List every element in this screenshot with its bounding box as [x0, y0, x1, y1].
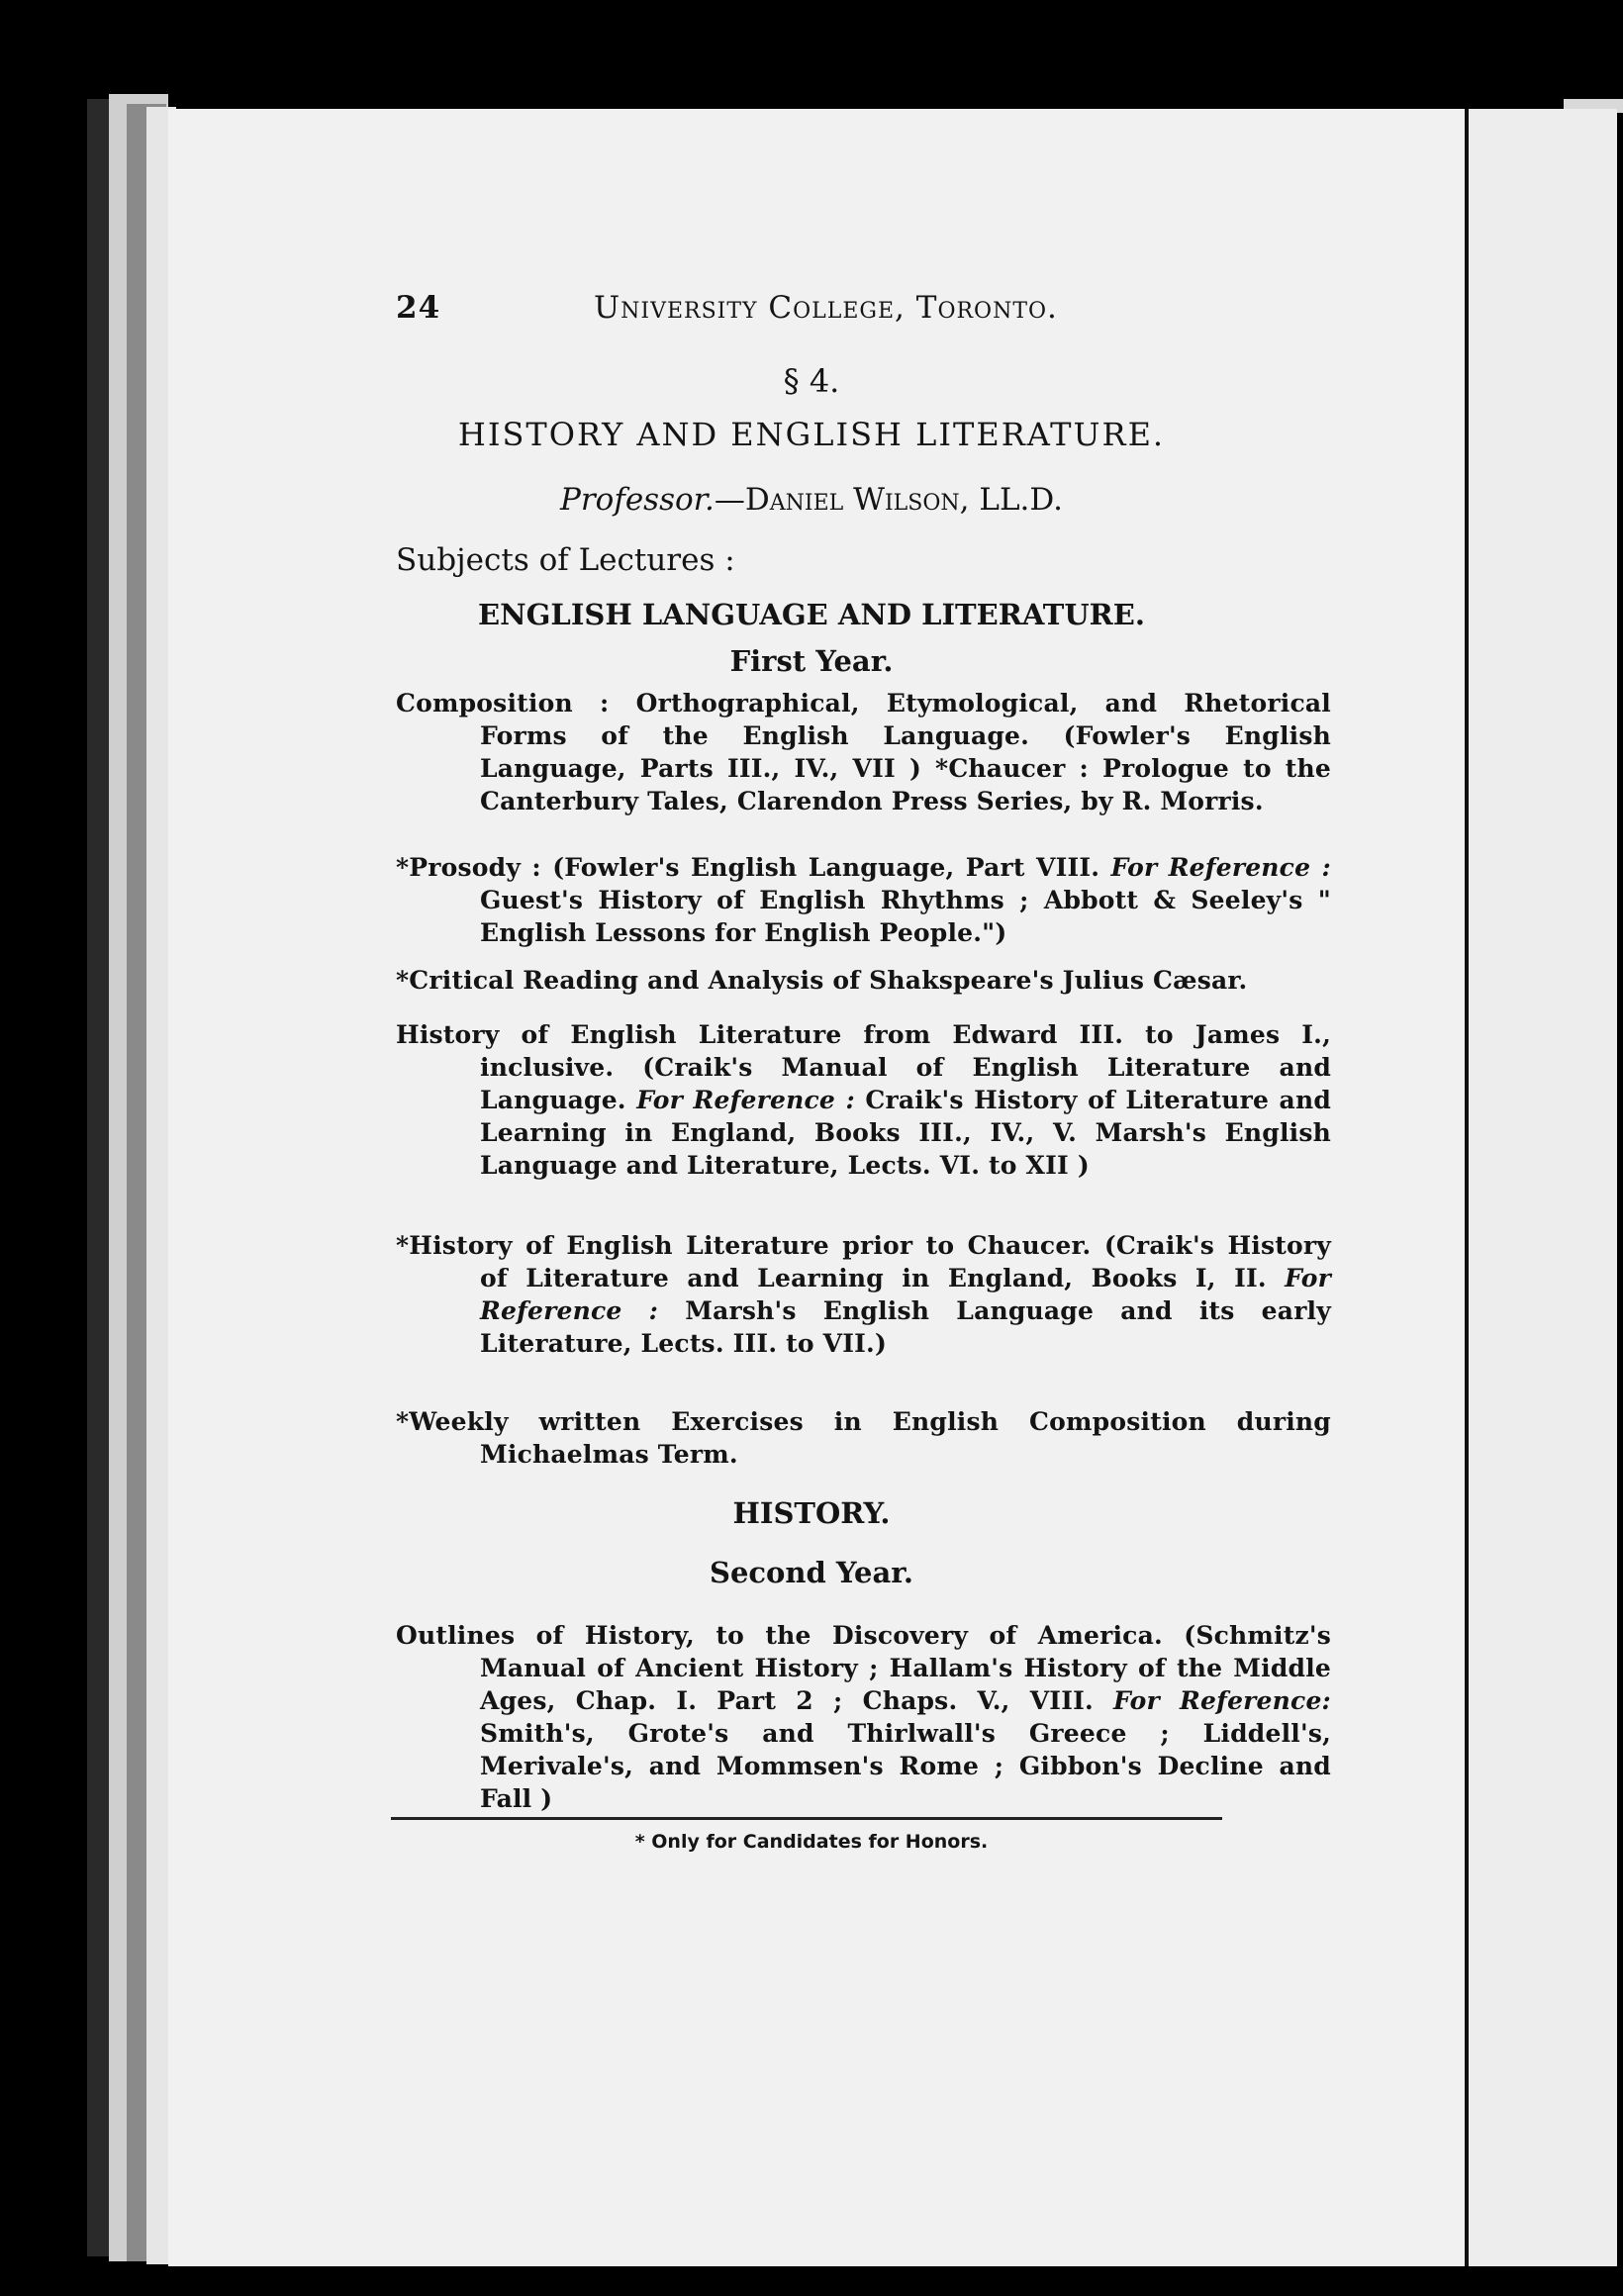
entry-history-literature-rest: Craik's History of Literature and Learning in England, Books III., IV., V. Marsh's English Language and Literature, Lects. VI. to XII )	[480, 1086, 1332, 1180]
first-year-heading: First Year.	[729, 644, 894, 678]
page-number: 24	[396, 290, 441, 326]
entry-weekly-exercises: *Weekly written Exercises in English Composition during Michaelmas Term.	[396, 1407, 1331, 1469]
entry-history-literature-text: History of English Literature from Edward III. to James I., inclusive. (Craik's Manual of English Literature and Language.	[396, 1020, 1331, 1114]
entry-prior-chaucer-reference: For Reference :	[480, 1264, 1331, 1325]
running-head	[0, 290, 1623, 330]
second-year-heading: Second Year.	[710, 1556, 913, 1589]
entry-critical-reading: *Critical Reading and Analysis of Shakspeare's Julius Cæsar.	[396, 966, 1248, 995]
footnote-rule	[391, 1817, 1222, 1820]
section-mark: § 4.	[783, 362, 840, 400]
professor-name: Daniel Wilson, LL.D.	[744, 482, 1063, 518]
section-title: HISTORY AND ENGLISH LITERATURE.	[457, 416, 1166, 453]
facing-page	[1465, 109, 1617, 2266]
entry-prior-chaucer	[396, 1229, 1331, 1360]
entry-history-literature	[396, 1018, 1331, 1182]
running-title: University College, Toronto.	[594, 290, 1058, 326]
english-heading: ENGLISH LANGUAGE AND LITERATURE.	[478, 598, 1145, 631]
entry-prosody-text: *Prosody : (Fowler's English Language, Part VIII.	[396, 853, 1111, 882]
history-heading: HISTORY.	[732, 1496, 891, 1530]
footnote: * Only for Candidates for Honors.	[634, 1831, 989, 1853]
subjects-label: Subjects of Lectures :	[396, 542, 735, 578]
entry-outlines-history	[396, 1619, 1331, 1815]
entry-history-literature-reference: For Reference :	[636, 1086, 855, 1114]
entry-prior-chaucer-text: *History of English Literature prior to Chaucer. (Craik's History of Literature and Learning in England, Books I, II.	[396, 1231, 1331, 1292]
entry-prosody	[396, 851, 1331, 949]
entry-outlines-history-rest: Smith's, Grote's and Thirlwall's Greece ; Liddell's, Merivale's, and Mommsen's Rome ; Gibbon's Decline and Fall )	[480, 1719, 1331, 1813]
entry-prosody-rest: Guest's History of English Rhythms ; Abbott & Seeley's " English Lessons for English People.")	[480, 886, 1331, 947]
professor-role: Professor.	[560, 482, 715, 518]
entry-composition: Composition : Orthographical, Etymological, and Rhetorical Forms of the English Language. (Fowler's English Language, Parts III., IV., VII ) *Chaucer : Prologue to the Canterbury Tales, Clarendon Press Series, by R. Morris.	[396, 689, 1331, 815]
entry-outlines-history-text: Outlines of History, to the Discovery of America. (Schmitz's Manual of Ancient History ; Hallam's History of the Middle Ages, Chap. I. Part 2 ; Chaps. V., VIII.	[396, 1621, 1331, 1715]
professor-dash: —	[714, 482, 745, 518]
entry-prior-chaucer-rest: Marsh's English Language and its early Literature, Lects. III. to VII.)	[480, 1296, 1331, 1358]
entry-outlines-history-reference: For Reference:	[1113, 1686, 1331, 1715]
entry-prosody-reference: For Reference :	[1110, 853, 1331, 882]
professor-line	[366, 482, 1257, 518]
